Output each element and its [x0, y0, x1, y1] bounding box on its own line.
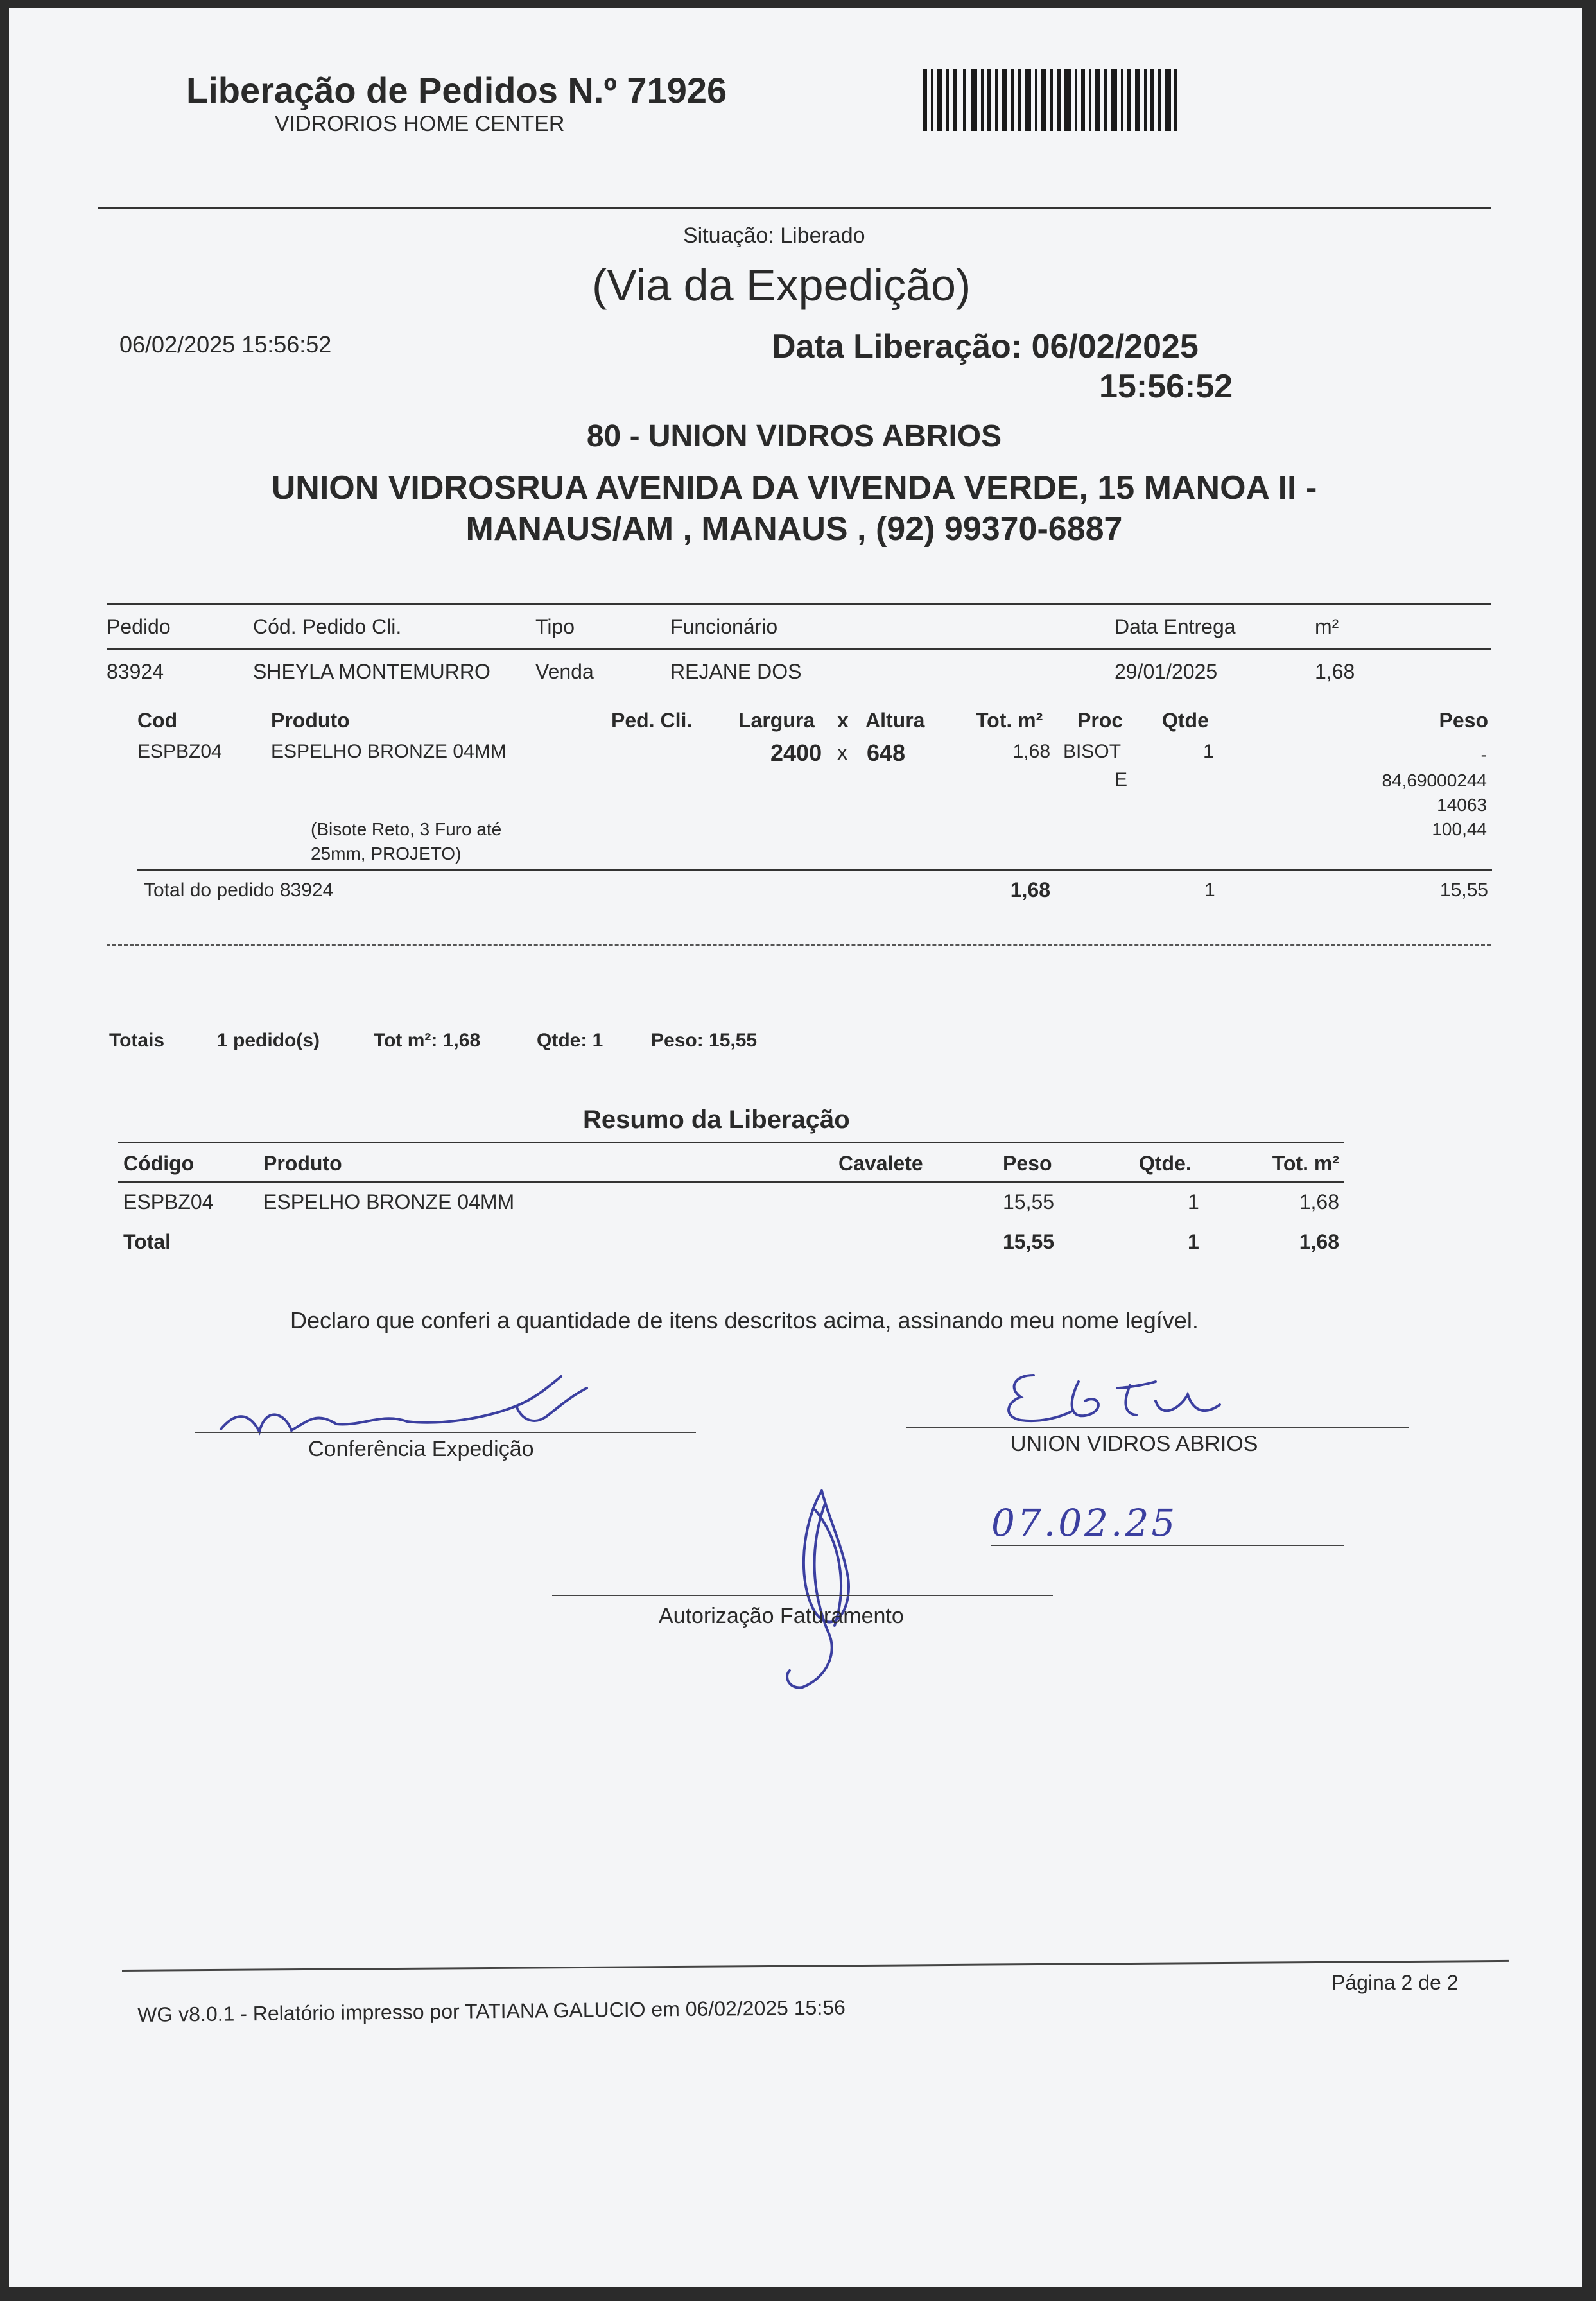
- item-header-altura: Altura: [865, 709, 925, 732]
- item-header-ped-cli: Ped. Cli.: [611, 709, 693, 732]
- resumo-top-rule: [118, 1142, 1344, 1143]
- item-total-label: Total do pedido 83924: [144, 880, 334, 901]
- resumo-header-qtde: Qtde.: [1139, 1152, 1192, 1175]
- document-page: [9, 8, 1582, 2287]
- item-header-qtde: Qtde: [1162, 709, 1209, 732]
- resumo-header-cavalete: Cavalete: [838, 1152, 923, 1175]
- col-header-cod-pedido-cli: Cód. Pedido Cli.: [253, 615, 402, 638]
- signature-union-icon: [995, 1362, 1239, 1433]
- totais-tot-m2: Tot m²: 1,68: [374, 1030, 481, 1051]
- item-proc-line1: BISOT: [1063, 741, 1122, 762]
- order-table-header-rule: [107, 648, 1491, 650]
- client-address-line2: MANAUS/AM , MANAUS , (92) 99370-6887: [465, 510, 1123, 548]
- item-header-proc: Proc: [1077, 709, 1123, 732]
- resumo-header-rule: [118, 1181, 1344, 1183]
- resumo-header-codigo: Código: [123, 1152, 195, 1175]
- resumo-total-label: Total: [123, 1230, 171, 1253]
- totais-label: Totais: [109, 1030, 165, 1051]
- release-date: Data Liberação: 06/02/2025: [772, 328, 1199, 365]
- item-altura: 648: [867, 740, 906, 766]
- copy-type-title: (Via da Expedição): [592, 260, 971, 310]
- order-cod-pedido-cli: SHEYLA MONTEMURRO: [253, 660, 490, 683]
- resumo-total-tot-m2: 1,68: [1299, 1230, 1339, 1253]
- barcode-icon: [923, 69, 1177, 131]
- resumo-produto: ESPELHO BRONZE 04MM: [263, 1190, 515, 1213]
- item-peso-line1: -: [1480, 745, 1487, 765]
- company-name: VIDRORIOS HOME CENTER: [275, 112, 565, 136]
- resumo-total-qtde: 1: [1188, 1230, 1199, 1253]
- col-header-m2: m²: [1315, 615, 1339, 638]
- item-peso-line4: 100,44: [1432, 819, 1487, 839]
- item-total-qtde: 1: [1204, 880, 1215, 901]
- item-header-x: x: [837, 709, 849, 732]
- item-peso-line3: 14063: [1437, 795, 1487, 815]
- totais-peso: Peso: 15,55: [651, 1030, 758, 1051]
- footer-rule: [122, 1960, 1509, 1972]
- item-peso-line2: 84,69000244: [1382, 770, 1487, 790]
- totais-qtde: Qtde: 1: [537, 1030, 603, 1051]
- signature-label-bottom: Autorização Faturamento: [659, 1604, 904, 1628]
- totais-pedidos: 1 pedido(s): [217, 1030, 320, 1051]
- col-header-funcionario: Funcionário: [670, 615, 778, 638]
- item-header-cod: Cod: [137, 709, 178, 732]
- footer-printed-by: WG v8.0.1 - Relatório impresso por TATIANA GALUCIO em 06/02/2025 15:56: [137, 1995, 846, 2026]
- item-header-peso: Peso: [1439, 709, 1488, 732]
- col-header-tipo: Tipo: [535, 615, 575, 638]
- section-dashed-rule: [107, 944, 1491, 946]
- order-m2: 1,68: [1315, 660, 1355, 683]
- item-qtde: 1: [1203, 741, 1214, 762]
- resumo-title: Resumo da Liberação: [583, 1106, 850, 1134]
- item-header-tot-m2: Tot. m²: [976, 709, 1043, 732]
- signature-line-bottom: [552, 1595, 1053, 1596]
- order-funcionario: REJANE DOS: [670, 660, 802, 683]
- client-address-line1: UNION VIDROSRUA AVENIDA DA VIVENDA VERDE, 15 MANOA II -: [271, 469, 1317, 507]
- item-cod: ESPBZ04: [137, 741, 222, 762]
- item-header-produto: Produto: [271, 709, 350, 732]
- signature-line-left: [195, 1432, 696, 1433]
- resumo-qtde: 1: [1188, 1190, 1199, 1213]
- resumo-codigo: ESPBZ04: [123, 1190, 214, 1213]
- document-title: Liberação de Pedidos N.º 71926: [186, 70, 727, 110]
- item-total-rule: [137, 869, 1492, 871]
- signature-autorizacao-icon: [777, 1484, 880, 1696]
- resumo-header-peso: Peso: [1003, 1152, 1052, 1175]
- resumo-peso: 15,55: [1003, 1190, 1055, 1213]
- order-pedido: 83924: [107, 660, 164, 683]
- order-data-entrega: 29/01/2025: [1115, 660, 1218, 683]
- item-x: x: [837, 741, 847, 764]
- item-note-line1: (Bisote Reto, 3 Furo até: [311, 819, 502, 839]
- resumo-header-tot-m2: Tot. m²: [1272, 1152, 1339, 1175]
- signature-label-left: Conferência Expedição: [308, 1437, 534, 1461]
- declaration-text: Declaro que conferi a quantidade de itens descritos acima, assinando meu nome legível.: [290, 1307, 1199, 1333]
- item-total-peso: 15,55: [1439, 880, 1488, 901]
- release-time: 15:56:52: [1099, 368, 1233, 405]
- col-header-pedido: Pedido: [107, 615, 171, 638]
- footer-page-number: Página 2 de 2: [1331, 1971, 1459, 1994]
- resumo-tot-m2: 1,68: [1299, 1190, 1339, 1213]
- resumo-total-peso: 15,55: [1003, 1230, 1055, 1253]
- item-tot-m2: 1,68: [1012, 741, 1050, 762]
- item-note-line2: 25mm, PROJETO): [311, 844, 462, 864]
- item-proc-line2: E: [1115, 769, 1128, 790]
- order-tipo: Venda: [535, 660, 594, 683]
- resumo-header-produto: Produto: [263, 1152, 342, 1175]
- signature-conferencia-icon: [214, 1368, 593, 1445]
- item-largura: 2400: [770, 740, 822, 766]
- item-total-tot-m2: 1,68: [1010, 878, 1050, 901]
- order-table-top-rule: [107, 603, 1491, 605]
- item-produto: ESPELHO BRONZE 04MM: [271, 741, 507, 762]
- col-header-data-entrega: Data Entrega: [1115, 615, 1236, 638]
- status-text: Situação: Liberado: [683, 223, 865, 248]
- print-datetime: 06/02/2025 15:56:52: [119, 331, 332, 358]
- date-line: [991, 1545, 1344, 1546]
- handwritten-date: 07.02.25: [991, 1501, 1178, 1545]
- header-rule: [98, 207, 1491, 209]
- signature-line-right: [906, 1427, 1409, 1428]
- signature-label-right: UNION VIDROS ABRIOS: [1011, 1432, 1258, 1456]
- item-header-largura: Largura: [738, 709, 815, 732]
- client-code-name: 80 - UNION VIDROS ABRIOS: [586, 419, 1002, 453]
